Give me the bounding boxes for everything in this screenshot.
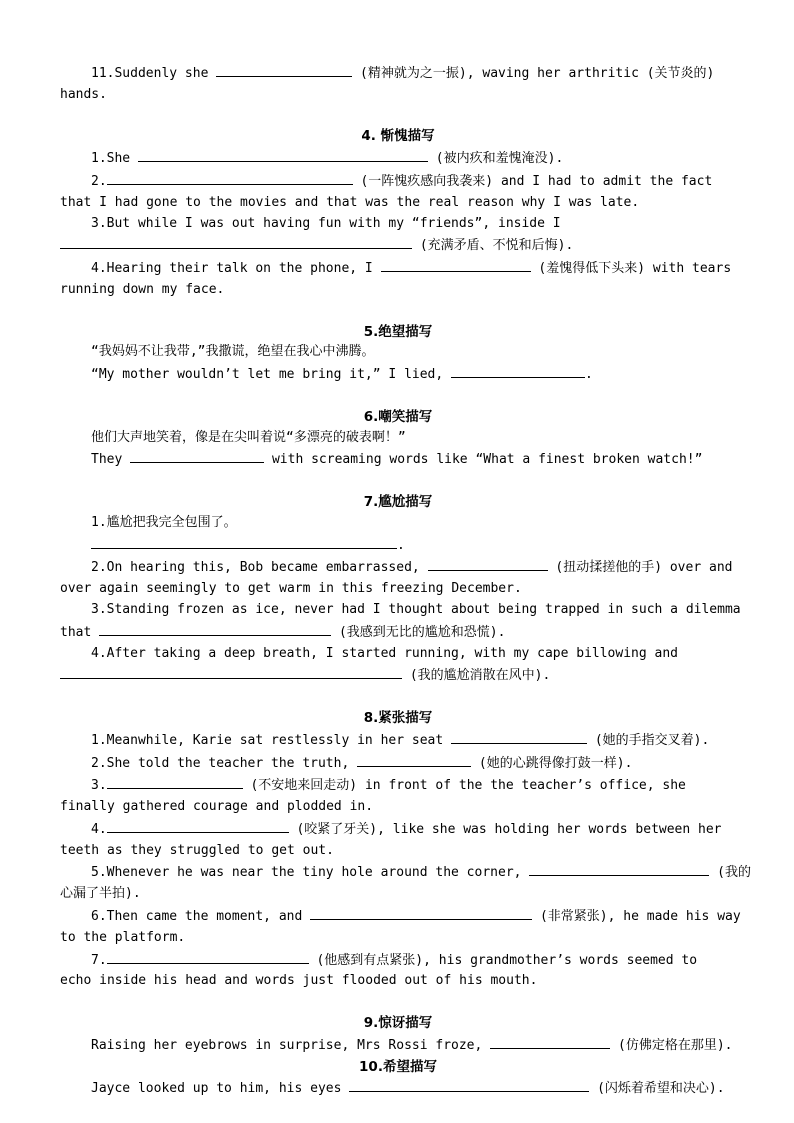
answer-blank[interactable] xyxy=(451,729,587,744)
answer-blank[interactable] xyxy=(451,363,585,378)
section-heading-embarrassment: 7.尴尬描写 xyxy=(363,493,433,510)
item-s8-7: 7. (他感到有点紧张), his grandmother’s words seemed to xyxy=(60,949,736,972)
answer-blank[interactable] xyxy=(428,556,548,571)
item-s3-11: 11.Suddenly she (精神就为之一振), waving her arthritic (关节炎的) xyxy=(60,62,736,85)
item-s4-3: 3.But while I was out having fun with my “friends”, inside I xyxy=(91,215,561,231)
answer-blank[interactable] xyxy=(357,752,471,767)
item-s7-4-cont: (我的尴尬消散在风中). xyxy=(60,664,736,687)
section-heading-hope: 10.希望描写 xyxy=(359,1058,437,1075)
answer-blank[interactable] xyxy=(216,62,352,77)
answer-blank[interactable] xyxy=(310,905,532,920)
s6-chinese: 他们大声地笑着，像是在尖叫着说“多漂亮的破表啊！” xyxy=(91,429,406,445)
worksheet-page xyxy=(60,62,751,1100)
section-heading-despair: 5.绝望描写 xyxy=(363,323,433,340)
item-s8-7-cont: echo inside his head and words just flooded out of his mouth. xyxy=(60,973,538,989)
item-s4-2: 2. (一阵愧疚感向我袭来) and I had to admit the fact xyxy=(60,170,736,193)
item-s3-11-cont: hands. xyxy=(60,86,107,102)
section-heading-mockery: 6.嘲笑描写 xyxy=(363,408,433,425)
item-s4-4-cont: running down my face. xyxy=(60,281,225,297)
answer-blank[interactable] xyxy=(138,147,428,162)
item-s8-2: 2.She told the teacher the truth, (她的心跳得像打鼓一样). xyxy=(60,752,736,775)
answer-blank[interactable] xyxy=(107,774,243,789)
answer-blank[interactable] xyxy=(490,1034,610,1049)
item-s8-5-cont: 心漏了半拍). xyxy=(60,886,141,902)
answer-blank[interactable] xyxy=(91,534,397,549)
s5-chinese: “我妈妈不让我带,”我撒谎，绝望在我心中沸腾。 xyxy=(91,344,375,360)
s10-english: Jayce looked up to him, his eyes (闪烁着希望和决心). xyxy=(60,1077,736,1100)
item-s7-4: 4.After taking a deep breath, I started running, with my cape billowing and xyxy=(91,645,678,661)
answer-blank[interactable] xyxy=(60,234,412,249)
item-s8-6-cont: to the platform. xyxy=(60,929,186,945)
answer-blank[interactable] xyxy=(381,257,531,272)
answer-blank[interactable] xyxy=(130,448,264,463)
item-s4-1: 1.She (被内疚和羞愧淹没). xyxy=(60,147,736,170)
item-s7-3: 3.Standing frozen as ice, never had I thought about being trapped in such a dilemma xyxy=(91,601,741,617)
item-s7-3-cont: that (我感到无比的尴尬和恐慌). xyxy=(60,621,736,644)
item-s4-4: 4.Hearing their talk on the phone, I (羞愧得低下头来) with tears xyxy=(60,257,736,280)
item-s8-4-cont: teeth as they struggled to get out. xyxy=(60,842,334,858)
s6-english: They with screaming words like “What a finest broken watch!” xyxy=(60,448,736,471)
s5-english: “My mother wouldn’t let me bring it,” I lied, . xyxy=(60,363,736,386)
s9-english: Raising her eyebrows in surprise, Mrs Rossi froze, (仿佛定格在那里). xyxy=(60,1034,736,1057)
answer-blank[interactable] xyxy=(60,664,402,679)
item-s8-1: 1.Meanwhile, Karie sat restlessly in her seat (她的手指交叉着). xyxy=(60,729,736,752)
answer-blank[interactable] xyxy=(349,1077,589,1092)
item-s8-6: 6.Then came the moment, and (非常紧张), he made his way xyxy=(60,905,736,928)
item-s7-2: 2.On hearing this, Bob became embarrassed, (扭动揉搓他的手) over and xyxy=(60,556,736,579)
item-s4-2-cont: that I had gone to the movies and that was the real reason why I was late. xyxy=(60,194,640,210)
item-s7-1: 1.尴尬把我完全包围了。 xyxy=(91,514,237,530)
section-heading-surprise: 9.惊讶描写 xyxy=(363,1015,433,1032)
section-heading-shame: 4. 惭愧描写 xyxy=(361,128,435,145)
answer-blank[interactable] xyxy=(107,170,353,185)
item-s7-1-answer: . xyxy=(60,534,736,557)
item-s4-3-cont: (充满矛盾、不悦和后悔). xyxy=(60,234,736,257)
answer-blank[interactable] xyxy=(99,621,331,636)
item-s8-5: 5.Whenever he was near the tiny hole around the corner, (我的 xyxy=(60,861,736,884)
answer-blank[interactable] xyxy=(107,949,309,964)
item-s8-3-cont: finally gathered courage and plodded in. xyxy=(60,799,374,815)
item-s7-2-cont: over again seemingly to get warm in this freezing December. xyxy=(60,581,522,597)
item-s8-4: 4. (咬紧了牙关), like she was holding her words between her xyxy=(60,818,736,841)
answer-blank[interactable] xyxy=(107,818,289,833)
item-s8-3: 3. (不安地来回走动) in front of the the teacher’s office, she xyxy=(60,774,736,797)
section-heading-nervousness: 8.紧张描写 xyxy=(363,709,433,726)
answer-blank[interactable] xyxy=(529,861,709,876)
